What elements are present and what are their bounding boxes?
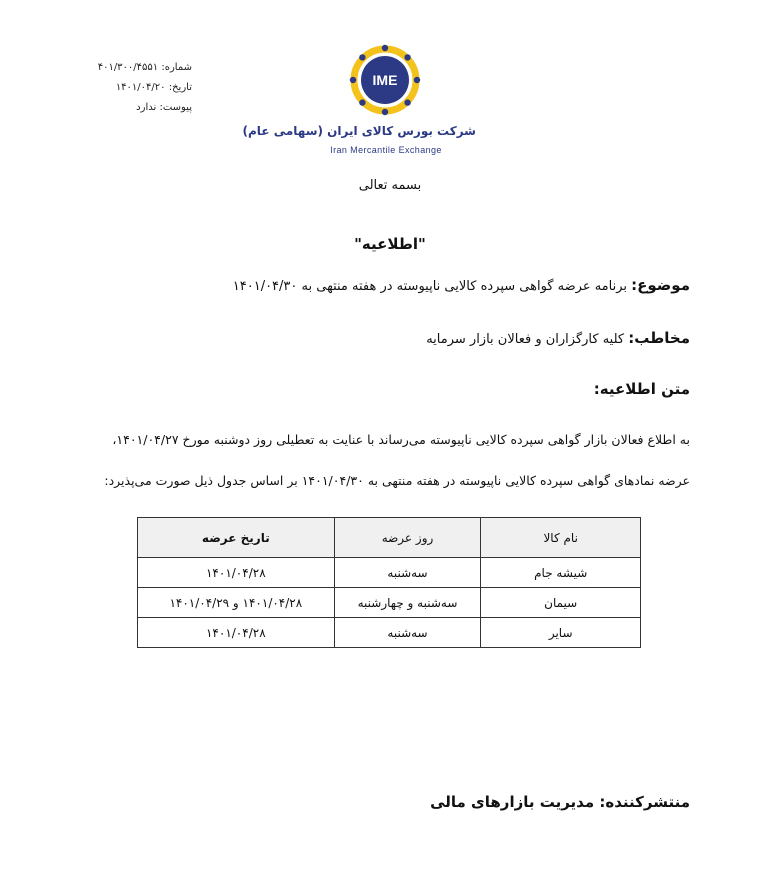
cell-commodity: شیشه جام — [481, 558, 641, 588]
letter-number-value: ۴۰۱/۳۰۰/۴۵۵۱ — [97, 62, 159, 73]
table-row — [138, 558, 641, 588]
body-paragraph-2: عرضه نمادهای گواهی سپرده کالایی ناپیوسته در هفته منتهی به ۱۴۰۱/۰۴/۳۰ بر اساس جدول ذیل صورت می‌پذیرد: — [104, 473, 690, 488]
body-paragraph-1: به اطلاع فعالان بازار گواهی سپرده کالایی ناپیوسته می‌رساند با عنایت به تعطیلی روز دوشنبه مورخ ۱۴۰۱/۰۴/۲۷، — [112, 432, 690, 447]
schedule-table — [137, 517, 641, 648]
cell-offer-date: ۱۴۰۱/۰۴/۲۸ و ۱۴۰۱/۰۴/۲۹ — [138, 588, 335, 618]
recipient-label: مخاطب: — [628, 329, 690, 347]
subject-text: برنامه عرضه گواهی سپرده کالایی ناپیوسته در هفته منتهی به ۱۴۰۱/۰۴/۳۰ — [232, 279, 628, 294]
notice-title: "اطلاعیه" — [354, 235, 426, 253]
header-offer-day: روز عرضه — [334, 518, 481, 558]
table-row — [138, 618, 641, 648]
cell-offer-date: ۱۴۰۱/۰۴/۲۸ — [138, 558, 335, 588]
recipient-text: کلیه کارگزاران و فعالان بازار سرمایه — [426, 332, 625, 347]
letter-number — [82, 58, 192, 78]
company-name-fa: شرکت بورس کالای ایران (سهامی عام) — [242, 124, 476, 138]
table-row — [138, 588, 641, 618]
cell-commodity: سایر — [481, 618, 641, 648]
header-offer-date: تاریخ عرضه — [138, 518, 335, 558]
cell-offer-date: ۱۴۰۱/۰۴/۲۸ — [138, 618, 335, 648]
letter-attachment-value: ندارد — [136, 102, 157, 113]
company-logo — [242, 44, 476, 164]
cell-offer-day: سه‌شنبه — [334, 558, 481, 588]
company-name-en: Iran Mercantile Exchange — [330, 145, 442, 155]
publisher-line — [430, 793, 690, 811]
letter-attachment-label: پیوست: — [159, 102, 192, 113]
publisher-label: منتشرکننده: — [599, 793, 690, 811]
letter-meta — [82, 58, 192, 118]
body-title: متن اطلاعیه: — [593, 380, 690, 398]
letter-date-label: تاریخ: — [168, 82, 192, 93]
cell-offer-day: سه‌شنبه و چهارشنبه — [334, 588, 481, 618]
table-header-row — [138, 518, 641, 558]
recipient-line — [426, 329, 690, 347]
publisher-text: مدیریت بازارهای مالی — [430, 793, 595, 811]
subject-label: موضوع: — [631, 276, 690, 294]
ime-logo-icon — [349, 44, 421, 116]
cell-offer-day: سه‌شنبه — [334, 618, 481, 648]
header-commodity: نام کالا — [481, 518, 641, 558]
cell-commodity: سیمان — [481, 588, 641, 618]
logo-mark-text: IME — [372, 72, 398, 88]
letter-date — [82, 78, 192, 98]
letter-date-value: ۱۴۰۱/۰۴/۲۰ — [115, 82, 166, 93]
basmala: بسمه تعالی — [358, 178, 422, 193]
letter-attachment — [82, 98, 192, 118]
letter-number-label: شماره: — [161, 62, 192, 73]
subject-line — [233, 276, 690, 294]
